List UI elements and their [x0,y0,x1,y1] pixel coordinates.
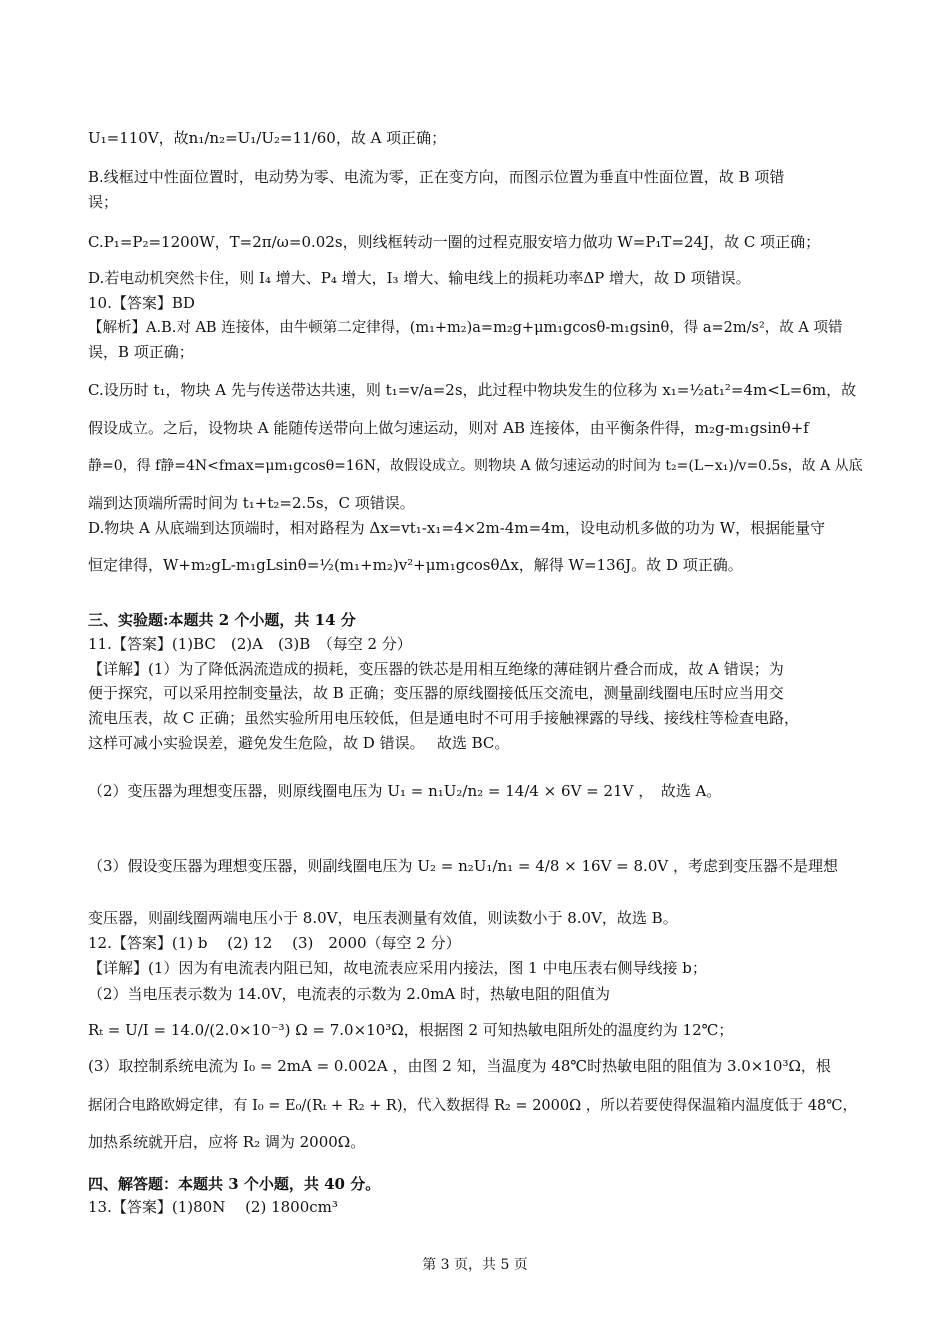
formula-line: （3）假设变压器为理想变压器，则副线圈电压为 U₂ = n₂U₁/n₁ = 4/8 × 16V = 8.0V ，考虑到变压器不是理想 [88,857,838,875]
text-line: 端到达顶端所需时间为 t₁+t₂=2.5s，C 项错误。 [88,494,415,512]
text-line: C.设历时 t₁，物块 A 先与传送带达共速，则 t₁=v/a=2s，此过程中物块发生的位移为 x₁=½at₁²=4m<L=6m，故 [88,381,857,399]
text-line: 这样可减小实验误差，避免发生危险，故 D 错误。 故选 BC。 [88,734,510,752]
text-line: U₁=110V，故n₁/n₂=U₁/U₂=11/60，故 A 项正确； [88,129,447,147]
text-line: D.若电动机突然卡住，则 I₄ 增大、P₄ 增大，I₃ 增大、输电线上的损耗功率ΔP 增大，故 D 项错误。 [88,269,751,287]
text-line: 误； [88,193,119,211]
formula-line: （2）变压器为理想变压器，则原线圈电压为 U₁ = n₁U₂/n₂ = 14/4 × 6V = 21V ， 故选 A。 [88,782,722,800]
text-line: 流电压表，故 C 正确；虽然实验所用电压较低，但是通电时不可用手接触裸露的导线、接线柱等检查电路， [88,709,800,727]
text-line: C.P₁=P₂=1200W，T=2π/ω=0.02s，则线框转动一圈的过程克服安培力做功 W=P₁T=24J，故 C 项正确； [88,233,821,251]
text-line: 变压器，则副线圈两端电压小于 8.0V，电压表测量有效值，则读数小于 8.0V，故选 B。 [88,909,678,927]
text-line: 加热系统就开启，应将 R₂ 调为 2000Ω。 [88,1133,366,1151]
answer-heading: 13.【答案】(1)80N (2) 1800cm³ [88,1198,338,1216]
text-line: 静=0，得 f静=4N<fmax=μm₁gcosθ=16N，故假设成立。则物块 A 做匀速运动的时间为 t₂=(L−x₁)/v=0.5s，故 A 从底 [88,458,863,474]
formula-line: Rₜ = U/I = 14.0/(2.0×10⁻³) Ω = 7.0×10³Ω，根据图 2 可知热敏电阻所处的温度约为 12℃； [88,1021,734,1039]
text-line: B.线框过中性面位置时，电动势为零、电流为零，正在变方向，而图示位置为垂直中性面位置，故 B 项错 [88,168,785,186]
text-line: (3）取控制系统电流为 I₀ = 2mA = 0.002A ，由图 2 知，当温度为 48℃时热敏电阻的阻值为 3.0×10³Ω，根 [88,1057,831,1075]
text-line: D.物块 A 从底端到达顶端时，相对路程为 Δx=vt₁-x₁=4×2m-4m=4m，设电动机多做的功为 W，根据能量守 [88,519,826,537]
answer-heading: 11.【答案】(1)BC (2)A (3)B （每空 2 分） [88,635,412,653]
text-line: （2）当电压表示数为 14.0V，电流表的示数为 2.0mA 时，热敏电阻的阻值为 [88,985,610,1003]
formula-line: 据闭合电路欧姆定律，有 I₀ = E₀/(Rₜ + R₂ + R)，代入数据得 R₂ = 2000Ω ，所以若要使得保温箱内温度低于 48℃， [88,1098,858,1114]
text-line: 【详解】(1）为了降低涡流造成的损耗，变压器的铁芯是用相互绝缘的薄硅钢片叠合而成，故 A 错误；为 [88,660,784,678]
text-line: 假设成立。之后，设物块 A 能随传送带向上做匀速运动，则对 AB 连接体，由平衡条件得，m₂g-m₁gsinθ+f [88,419,809,437]
section-heading: 四、解答题：本题共 3 个小题，共 40 分。 [88,1175,381,1193]
section-heading: 三、实验题:本题共 2 个小题，共 14 分 [88,611,356,629]
page-footer: 第 3 页，共 5 页 [422,1257,528,1273]
answer-heading: 10.【答案】BD [88,294,195,312]
text-line: 【解析】A.B.对 AB 连接体，由牛顿第二定律得，(m₁+m₂)a=m₂g+μm₁gcosθ-m₁gsinθ，得 a=2m/s²，故 A 项错 [88,320,843,336]
text-line: 误，B 项正确； [88,343,194,361]
text-line: 便于探究，可以采用控制变量法，故 B 正确；变压器的原线圈接低压交流电，测量副线圈电压时应当用交 [88,684,784,702]
answer-heading: 12.【答案】(1) b (2) 12 (3) 2000（每空 2 分） [88,934,461,952]
text-line: 恒定律得，W+m₂gL-m₁gLsinθ=½(m₁+m₂)v²+μm₁gcosθΔx，解得 W=136J。故 D 项正确。 [88,556,743,574]
text-line: 【详解】(1）因为有电流表内阻已知，故电流表应采用内接法，图 1 中电压表右侧导线接 b； [88,959,707,977]
